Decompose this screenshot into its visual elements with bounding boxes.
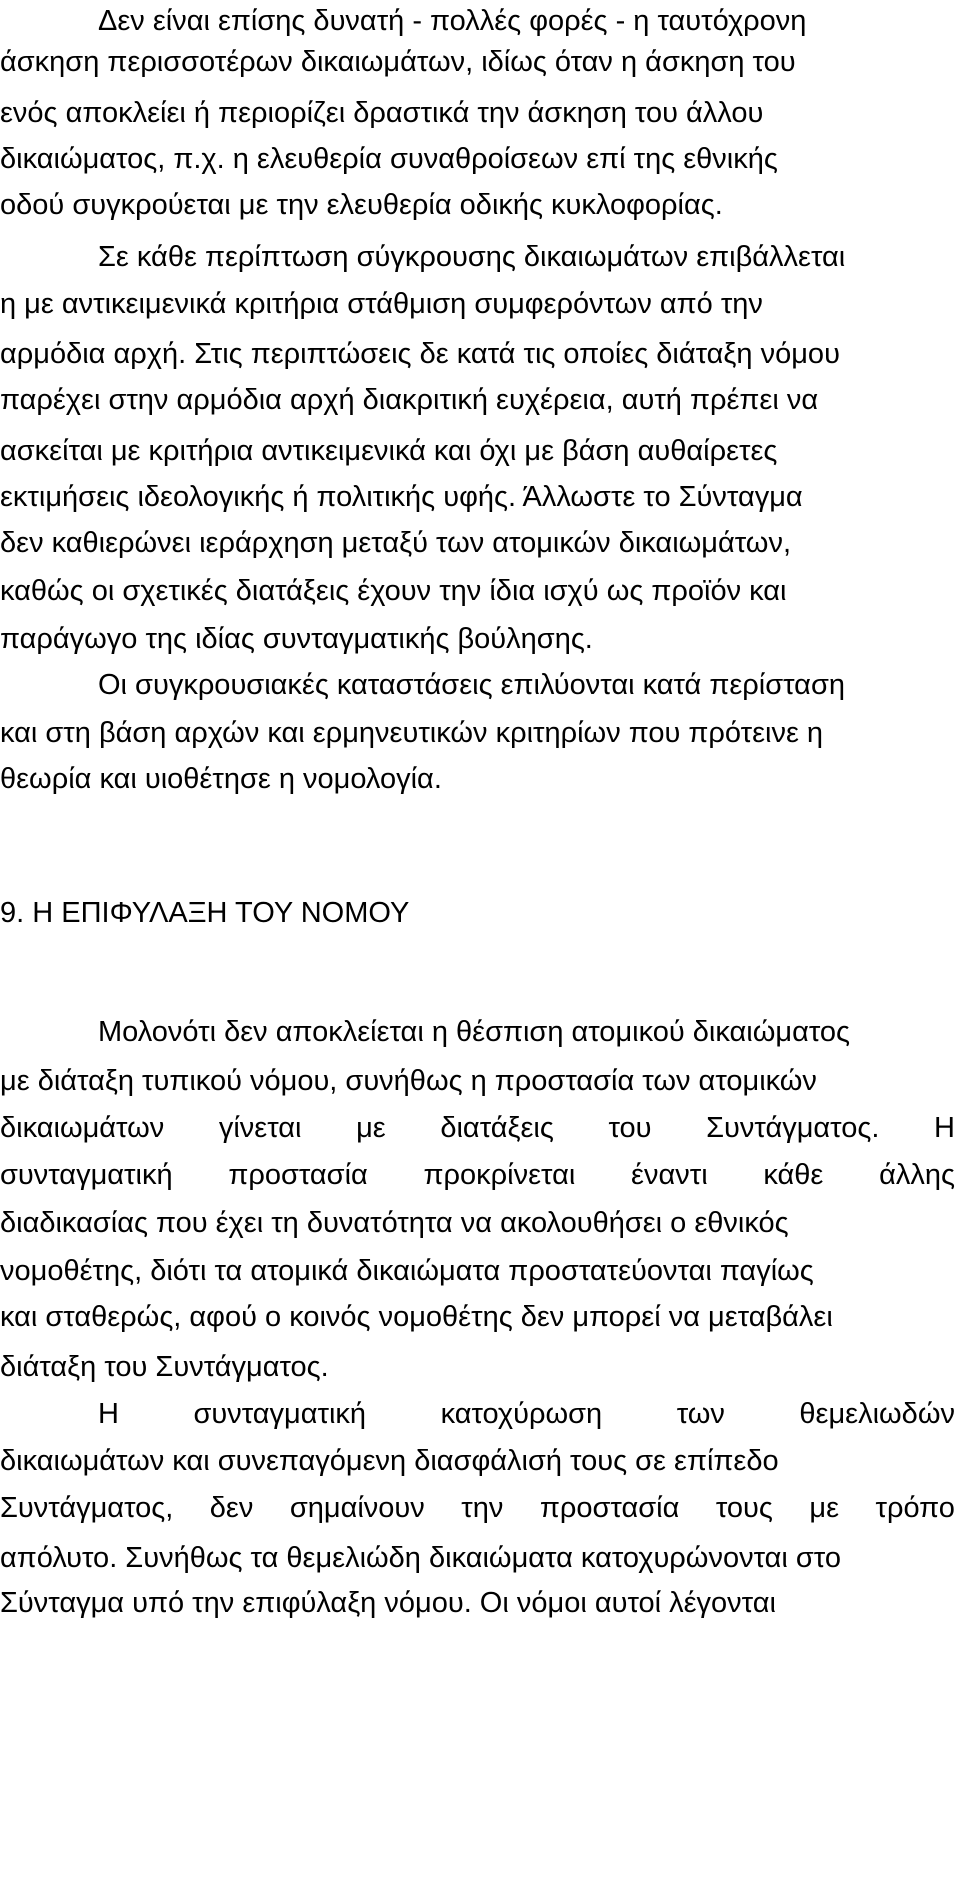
text-line-justified: [0, 1491, 955, 1525]
text-line-justified: [0, 1158, 955, 1192]
word: προστασία: [539, 1492, 680, 1524]
text-line: Σε κάθε περίπτωση σύγκρουσης δικαιωμάτων επιβάλλεται: [98, 241, 846, 273]
text-line: Δεν είναι επίσης δυνατή - πολλές φορές - η ταυτόχρονη: [98, 5, 807, 37]
text-line: απόλυτο. Συνήθως τα θεμελιώδη δικαιώματα κατοχυρώνονται στο: [0, 1542, 841, 1574]
word: άλλης: [879, 1159, 955, 1191]
text-line: Οι συγκρουσιακές καταστάσεις επιλύονται κατά περίσταση: [98, 669, 845, 701]
word: δικαιωμάτων: [0, 1112, 165, 1144]
word: με: [356, 1112, 386, 1144]
word: γίνεται: [218, 1112, 302, 1144]
word: την: [461, 1492, 504, 1524]
text-line: και σταθερώς, αφού ο κοινός νομοθέτης δεν μπορεί να μεταβάλει: [0, 1301, 833, 1333]
word: διατάξεις: [440, 1112, 554, 1144]
text-line: θεωρία και υιοθέτησε η νομολογία.: [0, 763, 442, 795]
word: θεμελιωδών: [799, 1398, 955, 1430]
word: τους: [715, 1492, 773, 1524]
word: σημαίνουν: [289, 1492, 425, 1524]
word: τρόπο: [875, 1492, 955, 1524]
word: Συντάγματος,: [0, 1492, 174, 1524]
word: κάθε: [763, 1159, 824, 1191]
text-line: ενός αποκλείει ή περιορίζει δραστικά την άσκηση του άλλου: [0, 97, 764, 129]
word: συνταγματική: [193, 1398, 367, 1430]
text-line: η με αντικειμενικά κριτήρια στάθμιση συμφερόντων από την: [0, 288, 763, 320]
text-line: δεν καθιερώνει ιεράρχηση μεταξύ των ατομικών δικαιωμάτων,: [0, 527, 792, 559]
word: του: [608, 1112, 652, 1144]
word: με: [809, 1492, 839, 1524]
text-line: παράγωγο της ιδίας συνταγματικής βούλησης.: [0, 623, 593, 655]
word: κατοχύρωση: [440, 1398, 603, 1430]
text-line: άσκηση περισσοτέρων δικαιωμάτων, ιδίως όταν η άσκηση του: [0, 46, 796, 78]
word: των: [676, 1398, 725, 1430]
text-line: εκτιμήσεις ιδεολογικής ή πολιτικής υφής. Άλλωστε το Σύνταγμα: [0, 481, 803, 513]
text-line: δικαιώματος, π.χ. η ελευθερία συναθροίσεων επί της εθνικής: [0, 143, 778, 175]
word: προστασία: [228, 1159, 368, 1191]
word: Συντάγματος.: [706, 1112, 880, 1144]
word: δεν: [209, 1492, 254, 1524]
text-line: διάταξη του Συντάγματος.: [0, 1351, 329, 1383]
text-line: παρέχει στην αρμόδια αρχή διακριτική ευχέρεια, αυτή πρέπει να: [0, 384, 819, 416]
text-line: αρμόδια αρχή. Στις περιπτώσεις δε κατά τις οποίες διάταξη νόμου: [0, 338, 840, 370]
text-line: Μολονότι δεν αποκλείεται η θέσπιση ατομικού δικαιώματος: [98, 1016, 850, 1048]
word: Η: [934, 1112, 955, 1144]
text-line-justified: [0, 1111, 955, 1145]
word: συνταγματική: [0, 1159, 173, 1191]
text-line: οδού συγκρούεται με την ελευθερία οδικής κυκλοφορίας.: [0, 189, 723, 221]
text-line: καθώς οι σχετικές διατάξεις έχουν την ίδια ισχύ ως προϊόν και: [0, 575, 787, 607]
text-line: Σύνταγμα υπό την επιφύλαξη νόμου. Οι νόμοι αυτοί λέγονται: [0, 1587, 776, 1619]
word: προκρίνεται: [423, 1159, 576, 1191]
text-line-justified: [98, 1397, 955, 1431]
text-line: διαδικασίας που έχει τη δυνατότητα να ακολουθήσει ο εθνικός: [0, 1207, 789, 1239]
word: έναντι: [631, 1159, 708, 1191]
text-line: νομοθέτης, διότι τα ατομικά δικαιώματα προστατεύονται παγίως: [0, 1255, 814, 1287]
text-line: ασκείται με κριτήρια αντικειμενικά και όχι με βάση αυθαίρετες: [0, 435, 778, 467]
text-line: με διάταξη τυπικού νόμου, συνήθως η προστασία των ατομικών: [0, 1065, 817, 1097]
word: Η: [98, 1398, 119, 1430]
text-line: και στη βάση αρχών και ερμηνευτικών κριτηρίων που πρότεινε η: [0, 717, 824, 749]
text-line: δικαιωμάτων και συνεπαγόμενη διασφάλισή τους σε επίπεδο: [0, 1445, 779, 1477]
section-heading: 9. Η ΕΠΙΦΥΛΑΞΗ ΤΟΥ ΝΟΜΟΥ: [0, 897, 410, 929]
